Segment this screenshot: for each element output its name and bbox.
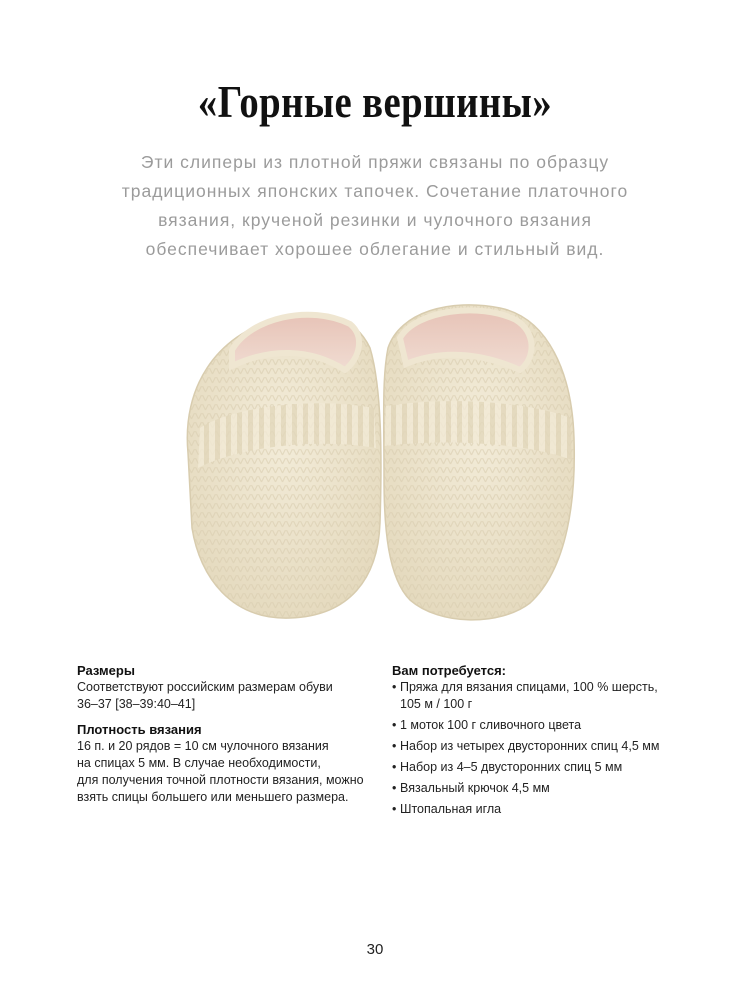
list-item-line: • Набор из 4–5 двусторонних спиц 5 мм [400,760,623,774]
list-item [392,679,692,713]
gauge-heading: Плотность вязания [77,722,202,737]
gauge-line: 16 п. и 20 рядов = 10 см чулочного вязания [77,739,329,753]
list-item [392,780,692,797]
list-item [392,801,692,818]
materials-heading: Вам потребуется: [392,663,506,678]
list-item [392,759,692,776]
left-slipper [187,313,381,618]
list-item-line: • 1 моток 100 г сливочного цвета [400,718,582,732]
intro-line: обеспечивает хорошее облегание и стильный вид. [145,239,605,259]
list-item [392,717,692,734]
right-slipper [384,305,575,620]
intro-line: Эти слиперы из плотной пряжи связаны по образцу [140,152,610,172]
gauge-line: взять спицы большего или меньшего размера. [77,790,349,804]
list-item-line: • Набор из четырех двусторонних спиц 4,5 мм [400,739,660,753]
page-title: «Горные вершины» [197,77,553,127]
gauge-line: на спицах 5 мм. В случае необходимости, [77,756,321,770]
sizes-text [77,679,377,713]
materials-column [392,662,692,822]
list-item-line: • Пряжа для вязания спицами, 100 % шерсть, [400,680,658,694]
sizes-line: Соответствуют российским размерам обуви [77,680,333,694]
sizes-heading: Размеры [77,663,135,678]
slippers-photo [160,278,600,633]
list-item [392,738,692,755]
page-number: 30 [366,941,384,958]
list-item-line: • Штопальная игла [400,802,502,816]
intro-paragraph [100,148,650,264]
list-item-line: • Вязальный крючок 4,5 мм [400,781,550,795]
materials-list [392,679,692,818]
specs-column [77,662,377,806]
gauge-text [77,738,377,806]
intro-line: традиционных японских тапочек. Сочетание платочного [121,181,629,201]
gauge-line: для получения точной плотности вязания, можно [77,773,364,787]
list-item-line: 105 м / 100 г [400,697,473,711]
intro-line: вязания, крученой резинки и чулочного вязания [158,210,592,230]
sizes-line: 36–37 [38–39:40–41] [77,697,196,711]
